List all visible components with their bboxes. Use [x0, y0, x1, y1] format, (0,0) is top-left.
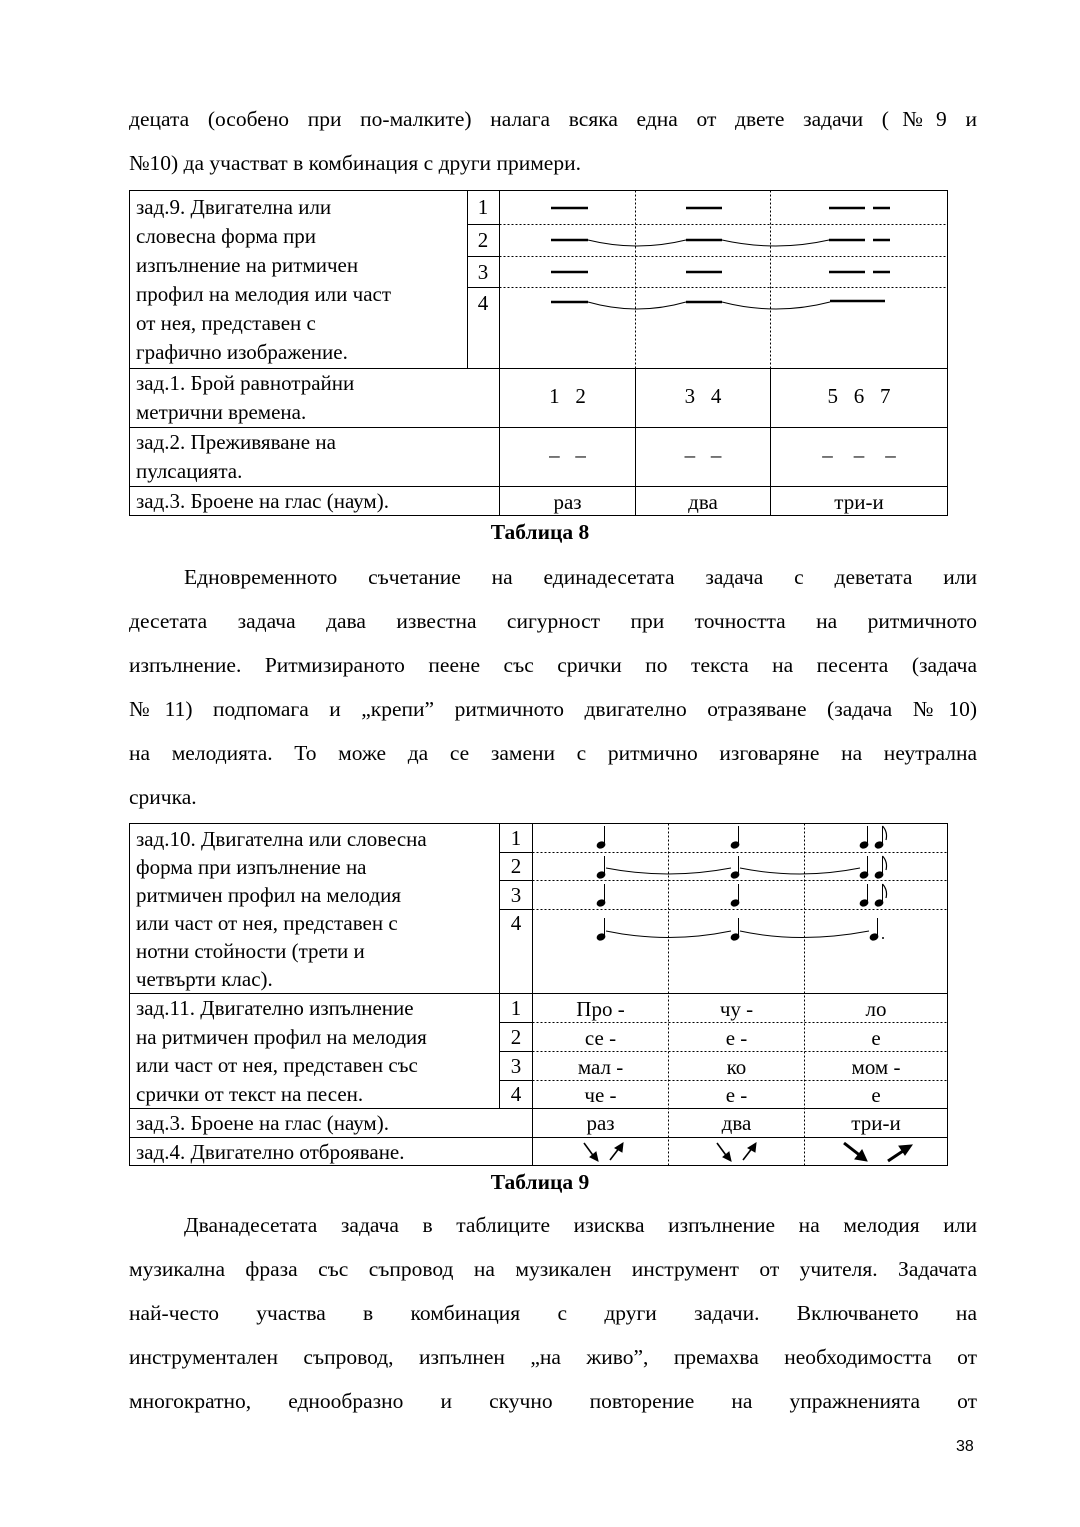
text-line: на мелодията. То може да се замени с ритмично изговаряне на неутрална	[129, 741, 977, 765]
row-number: 2	[510, 1025, 522, 1049]
song-syllable: Про -	[576, 997, 625, 1021]
pulse-marks: – –	[549, 443, 586, 467]
text-line: Дванадесетата задача в таблиците изисква изпълнение на мелодия или	[184, 1213, 977, 1237]
up-arrow-icon	[888, 1145, 912, 1161]
eighth-note	[874, 856, 886, 879]
quarter-note	[596, 826, 606, 849]
task-2-description: зад.2. Преживяване на пулсацията.	[136, 430, 336, 483]
task-3-description: зад.3. Броене на глас (наум).	[136, 1111, 389, 1135]
row-number: 3	[510, 883, 522, 907]
task-9-description: зад.9. Двигателна или словесна форма при изпълнение на ритмичен профил на мелодия или част от нея, представен с графично изображение.	[136, 195, 392, 364]
task-10-description: зад.10. Двигателна или словесна форма при изпълнение на ритмичен профил на мелодия или част от нея, представен с нотни стойности (трети и четвърти клас).	[136, 827, 427, 991]
song-syllable: е -	[725, 1026, 748, 1050]
page-number: 38	[956, 1438, 974, 1455]
task-4-description: зад.4. Двигателно отброяване.	[136, 1140, 405, 1164]
row-number: 1	[477, 195, 489, 219]
pulse-marks: – –	[684, 443, 722, 467]
row-number: 1	[510, 826, 522, 850]
count-syllable: раз	[586, 1111, 615, 1135]
dotted-quarter-note	[869, 918, 884, 941]
text-line: инструментален съпровод, изпълнен „на живо”, премахва необходимостта от	[129, 1345, 977, 1369]
task-1-description: зад.1. Брой равнотрайни метрични времена.	[136, 371, 355, 424]
text-line: десетата задача дава известна сигурност при точността на ритмичното	[129, 609, 977, 633]
count-syllable: раз	[553, 490, 582, 514]
beat-count: 3 4	[684, 384, 722, 408]
closing-paragraph	[129, 1203, 977, 1423]
row-number: 4	[477, 291, 489, 315]
quarter-note	[596, 918, 606, 941]
song-syllable: мал -	[577, 1055, 624, 1079]
text-line: многократно, еднообразно и скучно повторение на упражненията от	[129, 1389, 977, 1413]
beat-count: 5 6 7	[827, 384, 891, 408]
song-syllable: е	[871, 1026, 881, 1050]
row-number: 4	[510, 1082, 522, 1106]
eighth-note	[874, 884, 886, 907]
text-line: най-често участва в комбинация с други задачи. Включването на	[129, 1301, 977, 1325]
song-syllable: ко	[726, 1055, 747, 1079]
row-number: 2	[477, 228, 489, 252]
up-arrow-icon	[610, 1143, 623, 1160]
quarter-note	[730, 918, 740, 941]
text-line: музикална фраза със съпровод на музикален инструмент от учителя. Задачата	[129, 1257, 977, 1281]
down-arrow-icon	[844, 1143, 867, 1161]
row-number: 1	[510, 996, 522, 1020]
quarter-note	[859, 856, 869, 879]
table-9-caption: Таблица 9	[490, 1170, 590, 1194]
quarter-note	[859, 884, 869, 907]
text-line: №10) да участват в комбинация с други примери.	[129, 151, 581, 175]
quarter-note	[859, 826, 869, 849]
count-syllable: два	[721, 1111, 752, 1135]
count-syllable: два	[688, 490, 718, 514]
count-syllable: три-и	[834, 490, 884, 514]
quarter-note	[596, 884, 606, 907]
quarter-note	[596, 856, 606, 879]
down-arrow-icon	[717, 1143, 731, 1161]
tie-arc	[740, 868, 860, 874]
quarter-note	[730, 856, 740, 879]
song-syllable: се -	[584, 1026, 617, 1050]
task-11-description: зад.11. Двигателно изпълнение на ритмичен профил на мелодия или част от нея, представен със срички от текст на песен.	[136, 996, 427, 1106]
text-line: сричка.	[129, 785, 197, 809]
song-syllable: ло	[865, 997, 887, 1021]
task-3-description: зад.3. Броене на глас (наум).	[136, 489, 389, 513]
row-number: 3	[477, 260, 489, 284]
song-syllable: че -	[584, 1083, 617, 1107]
table-8-caption: Таблица 8	[490, 520, 590, 544]
text-line: №11) подпомага и „крепи” ритмичното двигателно отразяване (задача №10)	[129, 697, 977, 721]
beat-count: 1 2	[549, 384, 586, 408]
song-syllable: е	[871, 1083, 881, 1107]
quarter-note	[730, 884, 740, 907]
row-number: 3	[510, 1054, 522, 1078]
song-syllable: мом -	[851, 1055, 901, 1079]
pulse-marks: – – –	[822, 443, 896, 467]
text-line: изпълнение. Ритмизираното пеене със срички по текста на песента (задача	[129, 653, 977, 677]
song-syllable: чу -	[719, 997, 754, 1021]
row-number: 2	[510, 854, 522, 878]
count-syllable: три-и	[851, 1111, 901, 1135]
text-line: Едновременното съчетание на единадесетата задача с деветата или	[184, 565, 977, 589]
song-syllable: е -	[725, 1083, 748, 1107]
quarter-note	[730, 826, 740, 849]
text-line: децата (особено при по-малките) налага всяка една от двете задачи (№9 и	[129, 107, 977, 131]
up-arrow-icon	[743, 1143, 756, 1160]
eighth-note	[874, 826, 886, 849]
down-arrow-icon	[584, 1143, 598, 1161]
row-number: 4	[510, 911, 522, 935]
